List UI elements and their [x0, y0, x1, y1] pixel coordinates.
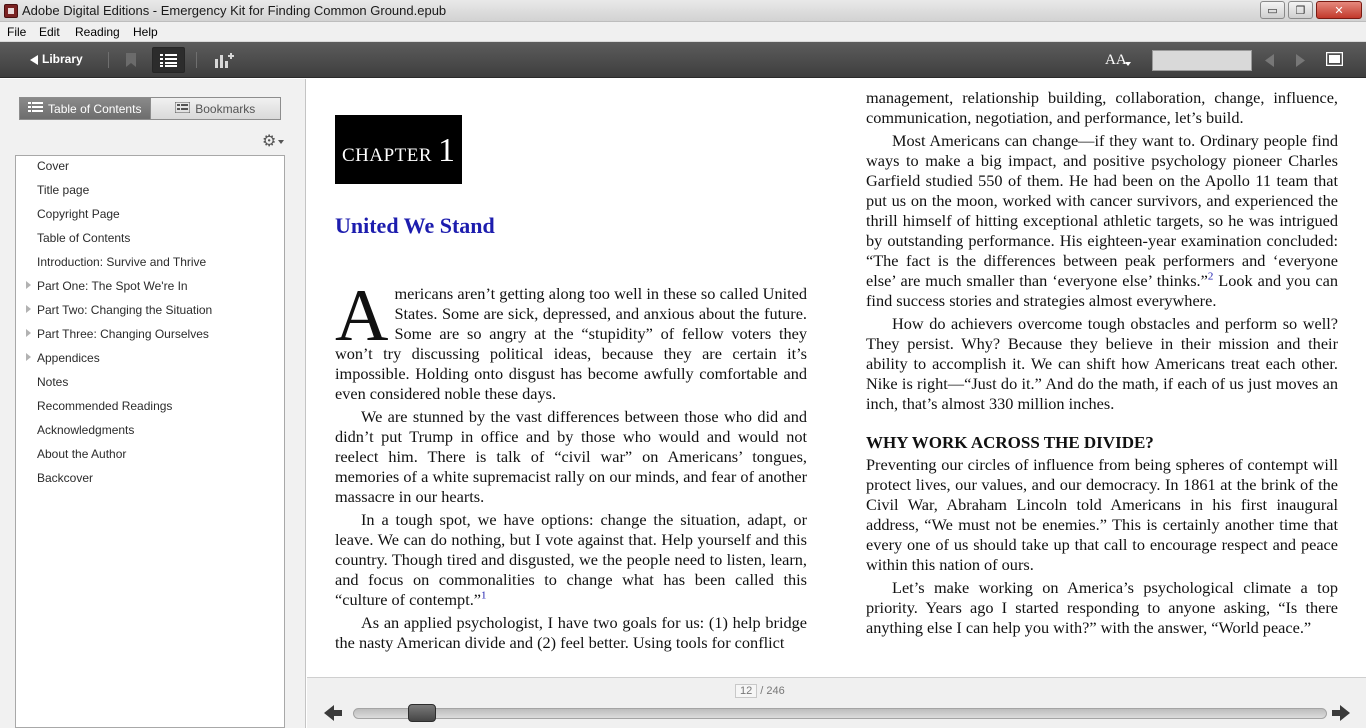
maximize-button[interactable] — [1288, 1, 1313, 19]
search-input[interactable] — [1152, 50, 1252, 71]
toolbar-divider — [108, 52, 109, 68]
fullscreen-icon[interactable] — [1325, 51, 1343, 67]
page-navigation-bar — [307, 677, 1366, 728]
toc-item-notes[interactable]: Notes — [37, 375, 69, 389]
menu-help[interactable]: Help — [133, 25, 158, 39]
left-column — [335, 275, 807, 653]
close-button[interactable] — [1316, 1, 1362, 19]
page-slider-track[interactable] — [353, 708, 1327, 719]
expand-arrow-icon[interactable] — [26, 353, 31, 361]
toc-item-copyright[interactable]: Copyright Page — [37, 207, 120, 221]
list-icon — [28, 102, 43, 116]
sidebar-tabs — [19, 97, 281, 120]
footnote-link[interactable]: 2 — [1207, 270, 1214, 283]
paragraph: In a tough spot, we have options: change the situation, adapt, or leave. We can do nothing, but I vote against that. Help yourself and this country. Though tired and disgusted, we the people need to listen, learn, and focus on commonalities to change what has been called this “culture of contempt.”$^1$ — [335, 510, 807, 609]
toolbar — [0, 42, 1366, 78]
toc-item-table-of-contents[interactable]: Table of Contents — [37, 231, 131, 245]
menu-edit[interactable]: Edit — [39, 25, 60, 39]
arrow-right-icon — [1332, 705, 1350, 721]
prev-page-icon[interactable] — [1263, 53, 1275, 67]
app-icon — [4, 4, 18, 18]
toolbar-divider — [196, 52, 197, 68]
paragraph: How do achievers overcome tough obstacles and perform so well? They persist. Why? Because they believe in their mission and their ability to accomplish it. We can shift how Americans treat each other. Nike is right—“Just do it.” And do the math, if each of us just moves an inch, that’s almost 330 million inches. — [866, 314, 1338, 413]
toc-item-part-three[interactable]: Part Three: Changing Ourselves — [37, 327, 209, 341]
chapter-label: CHAPTER — [341, 145, 433, 166]
tab-label: Bookmarks — [195, 101, 256, 116]
chevron-down-icon — [278, 140, 284, 144]
menu-file[interactable]: File — [7, 25, 27, 39]
toc-item-title-page[interactable]: Title page — [37, 183, 90, 197]
font-size-icon[interactable]: AA — [1105, 52, 1127, 68]
expand-arrow-icon[interactable] — [26, 329, 31, 337]
toc-item-acknowledgments[interactable]: Acknowledgments — [37, 423, 135, 437]
expand-arrow-icon[interactable] — [26, 305, 31, 313]
sidebar — [0, 79, 306, 728]
bookmark-icon[interactable] — [124, 51, 138, 69]
chevron-down-icon — [1125, 62, 1131, 66]
maximize-icon: ❐ — [1295, 4, 1306, 17]
drop-cap: A — [335, 275, 389, 357]
paragraph: Let’s make working on America’s psychological climate a top priority. Years ago I started responding to anyone asking, “Is there anything else I can help you with?” with the answer, “World peace.” — [866, 578, 1338, 637]
page-slider-thumb[interactable] — [408, 704, 436, 722]
next-page-icon[interactable] — [1294, 53, 1306, 67]
toc-item-about-the-author[interactable]: About the Author — [37, 447, 127, 461]
reader-pane — [307, 79, 1366, 677]
next-page-button[interactable] — [1332, 705, 1350, 726]
add-chart-icon[interactable] — [214, 51, 234, 69]
page-number-input[interactable]: 12 — [735, 684, 757, 698]
chapter-title: United We Stand — [335, 213, 495, 238]
prev-page-button[interactable] — [324, 705, 342, 726]
tab-bookmarks[interactable] — [150, 98, 281, 119]
right-column — [866, 88, 1338, 638]
list-icon[interactable] — [152, 47, 185, 73]
tab-table-of-contents[interactable] — [20, 98, 150, 119]
toc-item-part-two[interactable]: Part Two: Changing the Situation — [37, 303, 213, 317]
arrow-left-icon — [324, 705, 342, 721]
window-title: Adobe Digital Editions - Emergency Kit for Finding Common Ground.epub — [22, 3, 447, 18]
bookmarks-icon — [175, 102, 190, 116]
back-arrow-icon — [30, 55, 38, 65]
library-button[interactable]: Library — [42, 52, 83, 66]
expand-arrow-icon[interactable] — [26, 281, 31, 289]
toc-item-cover[interactable]: Cover — [37, 159, 70, 173]
menu-reading[interactable]: Reading — [75, 25, 120, 39]
paragraph: Most Americans can change—if they want to. Ordinary people find ways to make a big impact, and positive psychology pioneer Charles Garfield studied 550 of them. He had been on the Apollo 11 team that put us on the moon, worked with cancer survivors, and experienced the thrill himself of hitting exceptional athletic targets, so he was intrigued by outstanding performance. His eighteen-year examination concluded: “The fact is the differences between peak performers and ‘everyone else’ are much smaller than ‘everyone else’ thinks.”$^2$ Look and you can find success stories and strategies almost everywhere. — [866, 131, 1339, 310]
section-heading: WHY WORK ACROSS THE DIVIDE? — [866, 433, 1154, 452]
paragraph: management, relationship building, collaboration, change, influence, communication, negotiation, and performance, let’s build. — [866, 88, 1338, 127]
toc-item-appendices[interactable]: Appendices — [37, 351, 100, 365]
gear-icon[interactable]: ⚙ — [262, 133, 277, 150]
toc-item-recommended-readings[interactable]: Recommended Readings — [37, 399, 173, 413]
total-pages: / 246 — [760, 685, 785, 697]
paragraph: We are stunned by the vast differences between those who did and didn’t put Trump in office and by those who would and would not reelect him. There is talk of “civil war” on Americans’ tongues, memories of a white supremacist rally on our minds, and fear of another massacre in our hearts. — [335, 407, 807, 506]
minimize-button[interactable] — [1260, 1, 1285, 19]
paragraph: Preventing our circles of influence from being spheres of contempt will protect lives, our values, and our democracy. In 1861 at the brink of the Civil War, Abraham Lincoln told Americans in his first inaugural address, “We must not be enemies.” This is certainly another time that every one of us should take up that call to encourage respect and peace within this nation of ours. — [866, 455, 1338, 574]
title-bar — [0, 0, 1366, 22]
footnote-link[interactable]: 1 — [481, 589, 487, 602]
paragraph: Americans aren’t getting along too well in these so called United States. Some are sick, depressed, and anxious about the future. Some are so angry at the “stupidity” of fellow voters they won’t try discussing political ideas, because they are certain it’s impossible. Holding onto disgust has become awfully comfortable and even considered noble these days. — [335, 275, 807, 403]
toc-item-introduction[interactable]: Introduction: Survive and Thrive — [37, 255, 207, 269]
page-indicator — [735, 684, 785, 698]
toc-list — [15, 155, 285, 728]
minimize-icon: ▭ — [1267, 4, 1278, 17]
toc-item-backcover[interactable]: Backcover — [37, 471, 94, 485]
chapter-heading-box — [335, 115, 462, 184]
close-icon: ✕ — [1334, 4, 1344, 17]
chapter-number: 1 — [438, 132, 456, 169]
menu-bar — [0, 22, 1366, 42]
tab-label: Table of Contents — [48, 101, 142, 116]
toc-item-part-one[interactable]: Part One: The Spot We're In — [37, 279, 188, 293]
paragraph: As an applied psychologist, I have two goals for us: (1) help bridge the nasty American divide and (2) feel better. Using tools for conflict — [335, 613, 807, 652]
